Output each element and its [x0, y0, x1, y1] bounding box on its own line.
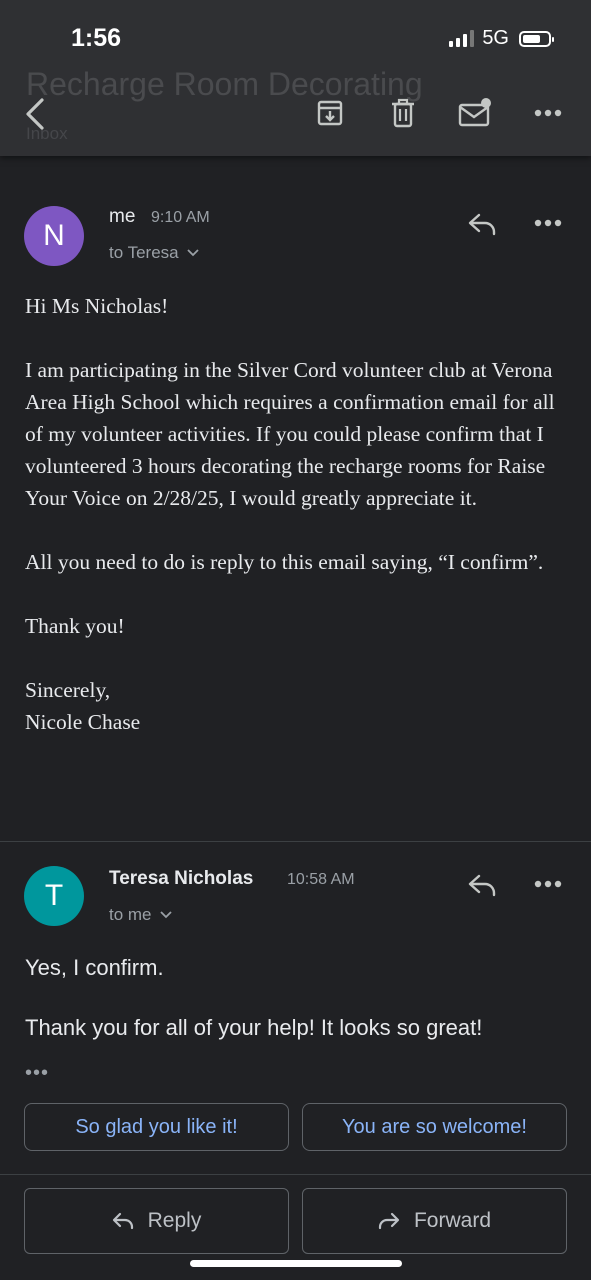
reply-label: Reply	[147, 1209, 202, 1232]
body-paragraph: All you need to do is reply to this email saying, “I confirm”.	[25, 550, 544, 574]
sender-name: Teresa Nicholas	[109, 868, 254, 889]
greeting: Hi Ms Nicholas!	[25, 294, 169, 318]
trash-icon[interactable]	[386, 96, 420, 130]
mark-unread-icon[interactable]	[457, 96, 493, 130]
reply-line: Thank you for all of your help! It looks so great!	[25, 1015, 483, 1040]
thanks-line: Thank you!	[25, 614, 125, 638]
message-more-icon[interactable]	[532, 214, 564, 232]
back-arrow-icon[interactable]	[18, 96, 52, 132]
signature: Nicole Chase	[25, 710, 141, 734]
reply-arrow-icon	[112, 1212, 134, 1230]
actions-divider	[0, 1174, 591, 1175]
show-trimmed-content[interactable]: •••	[25, 1062, 50, 1084]
archive-icon[interactable]	[313, 96, 347, 130]
recipient-label: to me	[109, 905, 152, 924]
avatar[interactable]: T	[24, 866, 84, 926]
avatar[interactable]: N	[24, 206, 84, 266]
home-indicator	[190, 1260, 402, 1267]
recipient-details[interactable]	[109, 243, 199, 263]
battery-level	[523, 35, 540, 43]
status-indicators	[449, 27, 551, 50]
body-paragraph: I am participating in the Silver Cord volunteer club at Verona Area High School which requires a confirmation email for all of my volunteer activities. If you could please confirm that I volunteered 3 hours decorating the recharge rooms for Raise Your Voice on 2/28/25, I would greatly appreciate it.	[25, 358, 555, 510]
message-time: 9:10 AM	[151, 209, 210, 226]
recipient-label: to Teresa	[109, 243, 179, 262]
network-type: 5G	[482, 27, 509, 49]
smart-reply-chip[interactable]: So glad you like it!	[24, 1103, 289, 1151]
reply-icon[interactable]	[464, 869, 500, 901]
more-options-icon[interactable]	[532, 104, 564, 122]
forward-arrow-icon	[378, 1212, 400, 1230]
status-time: 1:56	[71, 24, 122, 52]
smart-reply-chip[interactable]: You are so welcome!	[302, 1103, 567, 1151]
message-time: 10:58 AM	[287, 871, 355, 888]
reply-icon[interactable]	[464, 208, 500, 240]
recipient-details[interactable]	[109, 905, 172, 925]
sender-name: me	[109, 206, 136, 227]
forward-label: Forward	[413, 1209, 492, 1232]
mailbox-label: Inbox	[26, 124, 68, 143]
signal-icon	[449, 30, 474, 47]
message-divider	[0, 841, 591, 842]
closing: Sincerely,	[25, 678, 111, 702]
battery-icon	[519, 31, 551, 47]
reply-line: Yes, I confirm.	[25, 955, 164, 980]
message-body	[25, 290, 570, 738]
subject-title: Recharge Room Decorating	[26, 66, 423, 102]
forward-button[interactable]	[302, 1188, 567, 1254]
reply-button[interactable]	[24, 1188, 289, 1254]
chevron-down-icon	[160, 911, 172, 919]
top-app-bar	[0, 0, 591, 156]
message-more-icon[interactable]	[532, 875, 564, 893]
chevron-down-icon	[187, 249, 199, 257]
